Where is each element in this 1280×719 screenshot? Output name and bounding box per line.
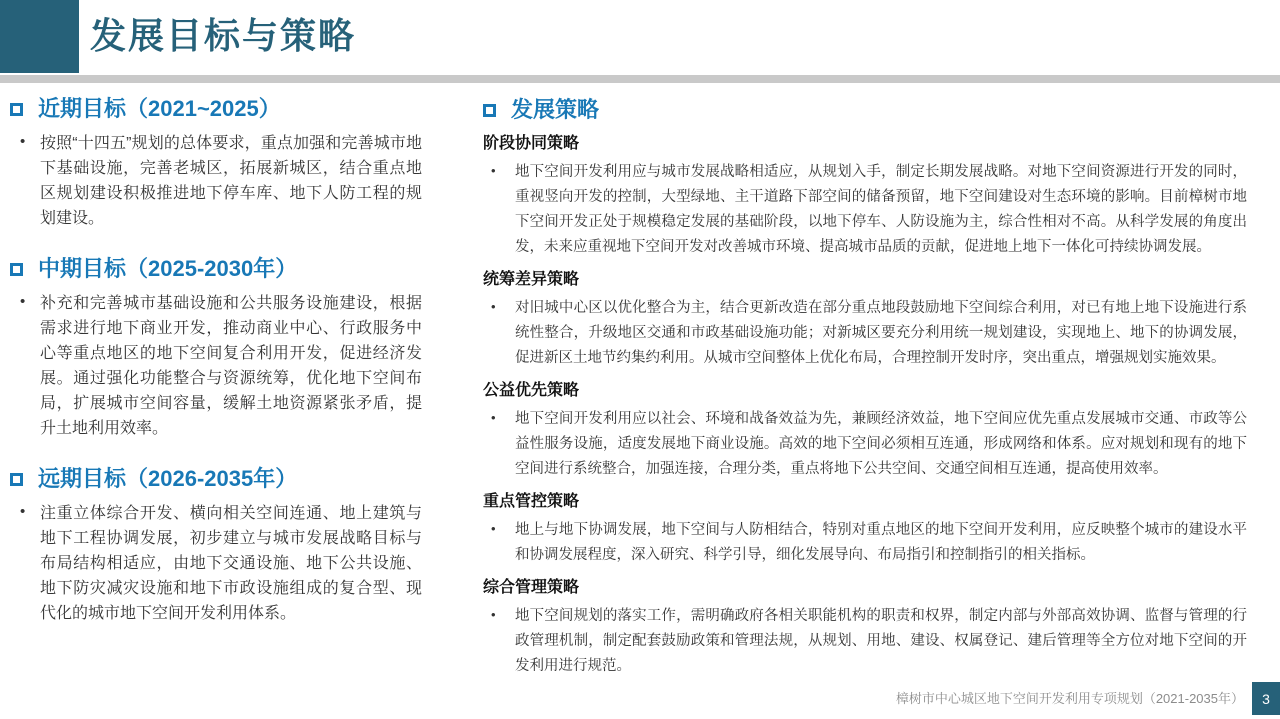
strategies-heading: [483, 96, 1250, 124]
strategy-body-text: 地下空间开发利用应以社会、环境和战备效益为先，兼顾经济效益，地下空间应优先重点发展城市交通、市政等公益性服务设施，适度发展地下商业设施。高效的地下空间必须相互连通，形成网络和体系。应对规划和现有的地下空间进行系统整合，加强连接，合理分类，重点将地下公共空间、交通空间相互连通，提高使用效率。: [515, 411, 1247, 477]
goal-body-row: [10, 131, 422, 243]
goal-body-text: 补充和完善城市基础设施和公共服务设施建设，根据需求进行地下商业开发，推动商业中心、行政服务中心等重点地区的地下空间复合利用开发，促进经济发展。通过强化功能整合与资源统筹，优化地下空间布局，扩展城市空间容量，缓解土地资源紧张矛盾，提升土地利用效率。: [40, 295, 422, 437]
header-accent-square: [0, 0, 79, 73]
goal-section-long-term: [10, 465, 422, 638]
strategy-body-row: [483, 160, 1250, 260]
strategy-section-coordinated-differentiation: [483, 270, 1250, 371]
goal-heading-long-term: [10, 465, 422, 493]
goal-heading-label: 近期目标（2021~2025）: [38, 96, 281, 121]
strategy-body-text: 地下空间规划的落实工作，需明确政府各相关职能机构的职责和权界，制定内部与外部高效协调、监督与管理的行政管理机制，制定配套鼓励政策和管理法规，从规划、用地、建设、权属登记、建后管理等全方位对地下空间的开发利用进行规范。: [515, 608, 1247, 674]
goal-section-mid-term: [10, 255, 422, 453]
strategy-title: 综合管理策略: [483, 579, 580, 596]
strategy-body-row: [483, 296, 1250, 371]
strategy-section-phase-coordination: [483, 134, 1250, 260]
goal-heading-mid-term: [10, 255, 422, 283]
strategy-title: 统筹差异策略: [483, 271, 580, 288]
strategy-section-key-control: [483, 492, 1250, 568]
square-bullet-icon: [10, 263, 23, 276]
strategy-body-text: 对旧城中心区以优化整合为主，结合更新改造在部分重点地段鼓励地下空间综合利用，对已有地上地下设施进行系统性整合，升级地区交通和市政基础设施功能；对新城区要充分利用统一规划建设，实现地上、地下的协调发展，促进新区土地节约集约利用。从城市空间整体上优化布局，合理控制开发时序，突出重点，增强规划实施效果。: [515, 300, 1247, 366]
goals-column: [10, 95, 422, 638]
page-number-badge: 3: [1252, 682, 1280, 715]
strategy-body-row: [483, 518, 1250, 568]
strategy-body-row: [483, 407, 1250, 482]
square-bullet-icon: [10, 103, 23, 116]
header-divider: [0, 75, 1280, 83]
goal-heading-label: 远期目标（2026-2035年）: [38, 466, 298, 491]
goal-heading-near-term: [10, 95, 422, 123]
page-title: 发展目标与策略: [90, 15, 357, 56]
strategy-title: 阶段协同策略: [483, 135, 580, 152]
strategies-heading-label: 发展策略: [511, 97, 600, 122]
strategy-body-text: 地上与地下协调发展，地下空间与人防相结合，特别对重点地区的地下空间开发利用，应反映整个城市的建设水平和协调发展程度，深入研究、科学引导，细化发展导向、布局指引和控制指引的相关指标。: [515, 522, 1247, 563]
goal-body-text: 按照“十四五”规划的总体要求，重点加强和完善城市地下基础设施，完善老城区，拓展新城区，结合重点地区规划建设积极推进地下停车库、地下人防工程的规划建设。: [40, 135, 422, 227]
strategy-title: 公益优先策略: [483, 382, 580, 399]
goal-body-row: [10, 501, 422, 638]
square-bullet-icon: [483, 104, 496, 117]
strategy-body-row: [483, 604, 1250, 679]
goal-body-row: [10, 291, 422, 453]
goal-body-text: 注重立体综合开发、横向相关空间连通、地上建筑与地下工程协调发展，初步建立与城市发展战略目标与布局结构相适应，由地下交通设施、地下公共设施、地下防灾减灾设施和地下市政设施组成的复合型、现代化的城市地下空间开发利用体系。: [40, 505, 422, 622]
goal-section-near-term: [10, 95, 422, 243]
footer-text: 樟树市中心城区地下空间开发利用专项规划（2021-2035年）: [895, 691, 1244, 706]
strategy-section-public-benefit-priority: [483, 381, 1250, 482]
strategies-column: [483, 96, 1250, 679]
strategy-title: 重点管控策略: [483, 493, 580, 510]
square-bullet-icon: [10, 473, 23, 486]
strategy-section-comprehensive-management: [483, 578, 1250, 679]
strategy-body-text: 地下空间开发利用应与城市发展战略相适应，从规划入手，制定长期发展战略。对地下空间资源进行开发的同时，重视竖向开发的控制，大型绿地、主干道路下部空间的储备预留，地下空间建设对生态环境的影响。目前樟树市地下空间开发正处于规模稳定发展的基础阶段，以地下停车、人防设施为主，综合性相对不高。从科学发展的角度出发，未来应重视地下空间开发对改善城市环境、提高城市品质的贡献，促进地上地下一体化可持续协调发展。: [515, 164, 1247, 255]
goal-heading-label: 中期目标（2025-2030年）: [38, 256, 298, 281]
